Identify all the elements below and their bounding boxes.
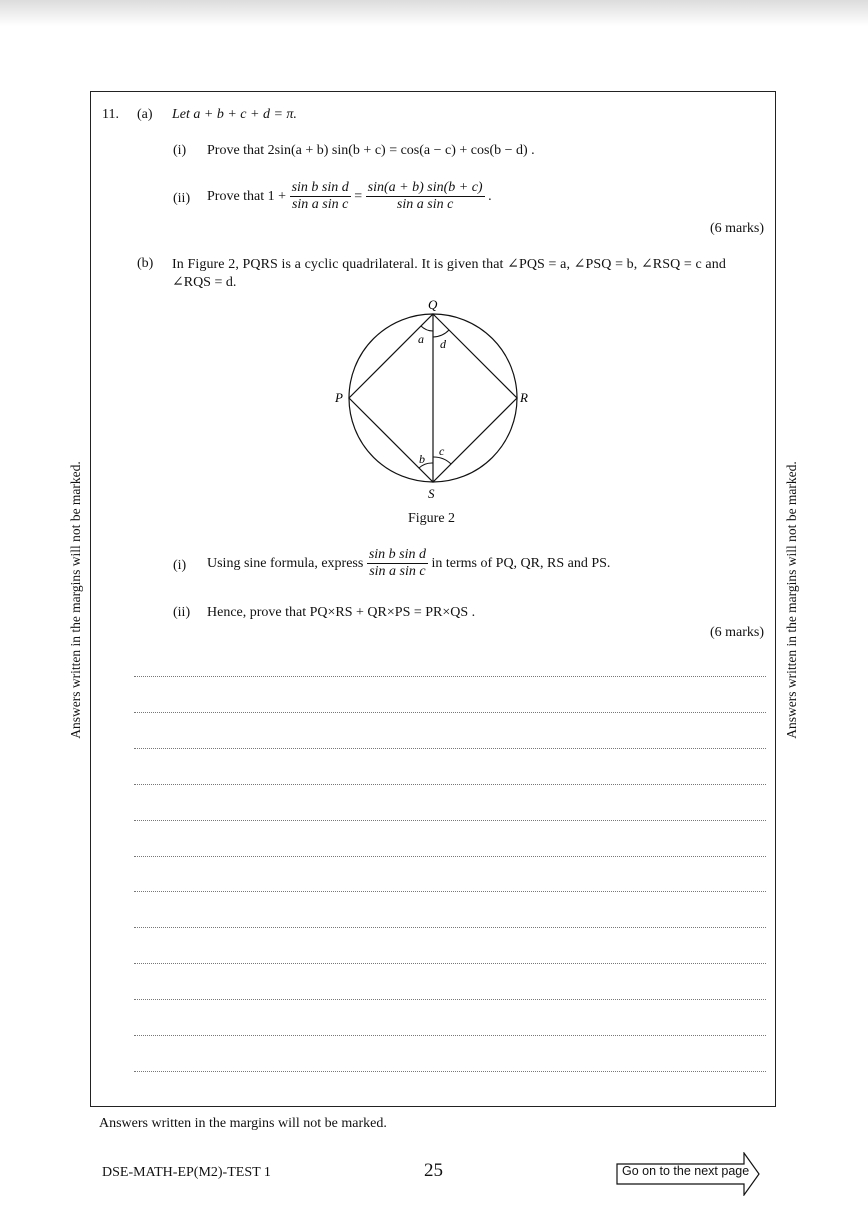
- part-a-i-label: (i): [173, 143, 187, 158]
- answer-line: [134, 856, 766, 857]
- part-a-label: (a): [137, 107, 153, 122]
- answer-line: [134, 784, 766, 785]
- part-a-ii-statement: [207, 180, 492, 213]
- angle-b-label: b: [419, 452, 425, 466]
- part-b-i-numerator: sin b sin d: [367, 547, 428, 564]
- answer-line: [134, 712, 766, 713]
- right-margin-warning: Answers written in the margins will not be marked.: [784, 461, 799, 739]
- angle-d-arc: [433, 330, 449, 337]
- fraction-1-denominator: sin a sin c: [291, 197, 349, 213]
- angle-a-label: a: [418, 332, 424, 346]
- question-number: 11.: [102, 107, 119, 122]
- part-b-ii-label: (ii): [173, 605, 191, 620]
- answer-box: [90, 91, 776, 1107]
- viewer-top-shadow: [0, 0, 868, 26]
- angle-d-label: d: [440, 337, 446, 351]
- part-b-i-fraction: [367, 547, 428, 580]
- answer-line: [134, 676, 766, 677]
- part-a-ii-suffix: .: [488, 188, 492, 204]
- angle-a-arc: [421, 326, 433, 331]
- angle-c-label: c: [439, 444, 445, 458]
- answer-line: [134, 748, 766, 749]
- figure-2-caption: Figure 2: [408, 511, 456, 526]
- answer-line: [134, 963, 766, 964]
- part-b-line-2: ∠RQS = d.: [172, 275, 237, 290]
- part-b-i-denominator: sin a sin c: [369, 564, 426, 580]
- part-b-marks: (6 marks): [709, 625, 764, 640]
- vertex-r-label: R: [520, 390, 528, 405]
- fraction-2-denominator: sin a sin c: [396, 197, 454, 213]
- part-b-label: (b): [137, 256, 154, 271]
- vertex-s-label: S: [428, 486, 435, 501]
- part-a-marks: (6 marks): [709, 221, 764, 236]
- fraction-2-numerator: sin(a + b) sin(b + c): [366, 180, 485, 197]
- fraction-1-numerator: sin b sin d: [290, 180, 351, 197]
- part-a-ii-prefix: Prove that 1 +: [207, 188, 287, 204]
- part-a-ii-fraction-2: [366, 180, 485, 213]
- answer-line: [134, 820, 766, 821]
- angle-c-arc: [433, 457, 451, 464]
- part-a-intro: Let a + b + c + d = π.: [172, 107, 297, 122]
- vertex-p-label: P: [335, 390, 343, 405]
- part-b-ii-text: Hence, prove that PQ×RS + QR×PS = PR×QS .: [207, 605, 476, 620]
- part-a-i-text: Prove that 2sin(a + b) sin(b + c) = cos(a − c) + cos(b − d) .: [207, 143, 535, 158]
- figure-2-cyclic-quadrilateral: [320, 296, 550, 506]
- part-a-ii-equals: =: [354, 188, 363, 204]
- answer-line: [134, 927, 766, 928]
- answer-line: [134, 891, 766, 892]
- left-margin-warning: Answers written in the margins will not be marked.: [68, 461, 83, 739]
- answer-line: [134, 1071, 766, 1072]
- answer-line: [134, 1035, 766, 1036]
- page-number: 25: [424, 1160, 443, 1181]
- part-b-i-suffix: in terms of PQ, QR, RS and PS.: [431, 555, 611, 571]
- part-b-i-statement: [207, 547, 610, 580]
- bottom-margin-warning: Answers written in the margins will not be marked.: [99, 1116, 387, 1131]
- part-b-i-label: (i): [173, 558, 187, 573]
- next-page-label: Go on to the next page: [622, 1164, 750, 1178]
- part-b-line-1: In Figure 2, PQRS is a cyclic quadrilateral. It is given that ∠PQS = a, ∠PSQ = b, ∠RSQ = c and: [172, 257, 726, 272]
- paper-code: DSE-MATH-EP(M2)-TEST 1: [102, 1165, 271, 1180]
- vertex-q-label: Q: [428, 297, 438, 312]
- part-a-ii-label: (ii): [173, 191, 191, 206]
- answer-line: [134, 999, 766, 1000]
- part-a-ii-fraction-1: [290, 180, 351, 213]
- part-b-i-prefix: Using sine formula, express: [207, 555, 364, 571]
